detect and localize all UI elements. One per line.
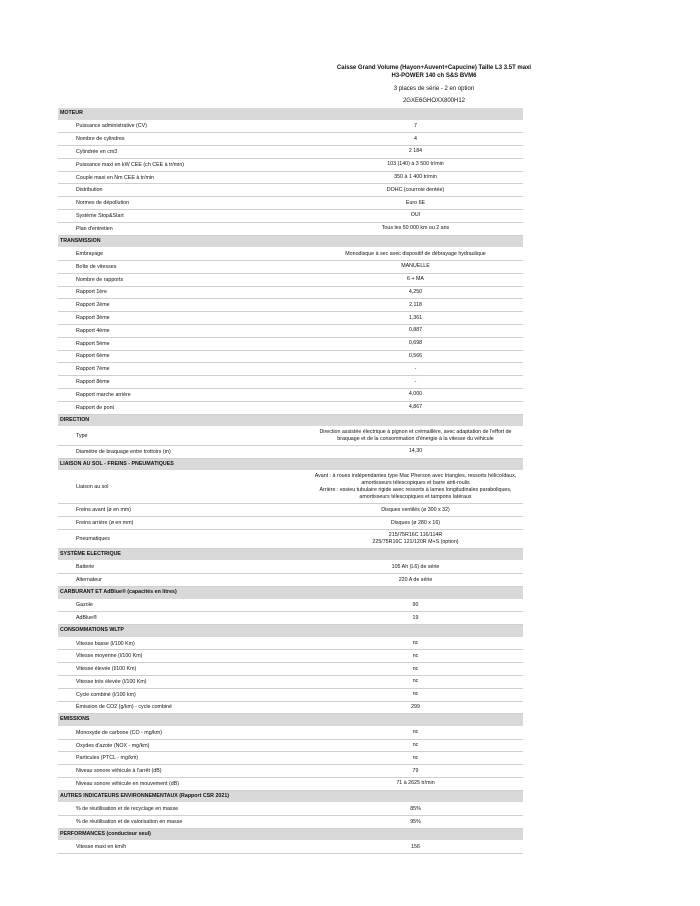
spec-value: 4 bbox=[414, 135, 417, 142]
spec-value: - bbox=[414, 378, 417, 385]
spec-value: 4,000 bbox=[408, 391, 423, 398]
spec-label: Freins avant (ø en mm) bbox=[76, 507, 132, 514]
header-code: 2GXE6GHOXX800H12 bbox=[402, 98, 466, 104]
spec-value: Euro 6E bbox=[405, 199, 426, 206]
spec-row bbox=[58, 312, 523, 325]
spec-value: Disques (ø 280 x 16) bbox=[390, 519, 441, 526]
spec-row bbox=[58, 612, 523, 625]
spec-label: Rapport marche arrière bbox=[76, 391, 131, 398]
spec-row bbox=[58, 517, 523, 530]
header-seats: 3 places de série - 2 en option bbox=[393, 86, 475, 92]
spec-row bbox=[58, 159, 523, 172]
spec-value: 2 184 bbox=[408, 148, 423, 155]
spec-row bbox=[58, 446, 523, 459]
spec-value: 90 bbox=[412, 601, 419, 608]
spec-row bbox=[58, 689, 523, 702]
spec-label: Monoxyde de carbone (CO - mg/km) bbox=[76, 729, 162, 736]
spec-row bbox=[58, 600, 523, 613]
spec-row bbox=[58, 248, 523, 261]
spec-row bbox=[58, 299, 523, 312]
spec-value: nc bbox=[412, 678, 419, 685]
spec-label: Rapport 8ème bbox=[76, 379, 110, 386]
spec-value: nc bbox=[412, 729, 419, 736]
spec-row bbox=[58, 121, 523, 134]
spec-label: Puissance administrative (CV) bbox=[76, 123, 147, 130]
spec-row bbox=[58, 471, 523, 504]
spec-label: Pneumatiques bbox=[76, 535, 110, 542]
section-header: CONSOMMATIONS WLTP bbox=[58, 625, 523, 638]
spec-row bbox=[58, 702, 523, 715]
spec-value: nc bbox=[412, 652, 419, 659]
spec-row bbox=[58, 727, 523, 740]
section-header: SYSTÈME ELECTRIQUE bbox=[58, 549, 523, 562]
spec-row bbox=[58, 338, 523, 351]
spec-value: 1,361 bbox=[408, 314, 423, 321]
spec-label: Batterie bbox=[76, 564, 95, 571]
spec-row bbox=[58, 274, 523, 287]
spec-row bbox=[58, 402, 523, 415]
spec-value: Tous les 50 000 km ou 2 ans bbox=[381, 225, 450, 232]
spec-value: nc bbox=[412, 754, 419, 761]
spec-row bbox=[58, 841, 523, 854]
spec-value: nc bbox=[412, 691, 419, 698]
spec-value: 350 à 1 400 tr/min bbox=[394, 174, 437, 181]
spec-value: DOHC (courroie dentée) bbox=[386, 186, 445, 193]
spec-value: 4,867 bbox=[408, 404, 423, 411]
spec-label: Système Stop&Start bbox=[76, 212, 124, 219]
spec-value: 220 A de série bbox=[398, 576, 433, 583]
spec-row bbox=[58, 740, 523, 753]
section-header: TRANSMISSION bbox=[58, 236, 523, 249]
spec-row bbox=[58, 561, 523, 574]
spec-value: 299 bbox=[411, 703, 420, 710]
spec-row bbox=[58, 363, 523, 376]
spec-label: Particules (PTCL - mg/km) bbox=[76, 755, 139, 762]
spec-label: Rapport de pont bbox=[76, 404, 114, 411]
spec-value: 0,566 bbox=[408, 352, 423, 359]
spec-value: 0,887 bbox=[408, 327, 423, 334]
spec-value: 19 bbox=[412, 614, 419, 621]
spec-label: Freins arrière (ø en mm) bbox=[76, 520, 134, 527]
spec-row bbox=[58, 427, 523, 446]
header-title-line1: Caisse Grand Volume (Hayon+Auvent+Capucine) Taille L3 3.5T maxi bbox=[336, 65, 532, 71]
spec-row bbox=[58, 752, 523, 765]
spec-label: Puissance maxi en kW CEE (ch CEE à tr/min) bbox=[76, 161, 185, 168]
spec-value: nc bbox=[412, 665, 419, 672]
spec-value: Disques ventilés (ø 300 x 32) bbox=[381, 506, 450, 513]
spec-value: 156 bbox=[411, 843, 420, 850]
spec-label: Boîte de vitesses bbox=[76, 263, 117, 270]
spec-row bbox=[58, 389, 523, 402]
spec-value: 14,30 bbox=[408, 448, 423, 455]
spec-row bbox=[58, 184, 523, 197]
spec-label: AdBlue® bbox=[76, 615, 97, 622]
spec-label: Rapport 3ème bbox=[76, 315, 110, 322]
spec-row bbox=[58, 351, 523, 364]
spec-label: Vitesse très élevée (l/100 Km) bbox=[76, 678, 147, 685]
spec-value: 71 à 2625 tr/min bbox=[396, 780, 435, 787]
spec-value: 4,250 bbox=[408, 288, 423, 295]
spec-value: 7 bbox=[414, 122, 417, 129]
spec-label: Nombre de cylindres bbox=[76, 136, 125, 143]
spec-row bbox=[58, 676, 523, 689]
spec-label: Liaison au sol bbox=[76, 484, 109, 491]
spec-label: Vitesse maxi en km/h bbox=[76, 844, 127, 851]
spec-value: Direction assistée électrique à pignon et crémaillère, avec adaptation de l'effort de braquage et de la consommation d'énergie à la vitesse du véhicule bbox=[319, 429, 512, 443]
spec-label: Diamètre de braquage entre trottoirs (m) bbox=[76, 448, 171, 455]
spec-label: Cylindrée en cm3 bbox=[76, 148, 118, 155]
spec-row bbox=[58, 325, 523, 338]
spec-label: % de réutilisation et de recyclage en masse bbox=[76, 806, 179, 813]
spec-value: 0,698 bbox=[408, 340, 423, 347]
header-title-line2: H3-POWER 140 ch S&S BVM6 bbox=[391, 73, 477, 79]
spec-row bbox=[58, 803, 523, 816]
section-header: AUTRES INDICATEURS ENVIRONNEMENTAUX (Rapport CSR 2021) bbox=[58, 791, 523, 804]
spec-label: % de réutilisation et de valorisation en masse bbox=[76, 819, 183, 826]
spec-label: Vitesse basse (l/100 Km) bbox=[76, 640, 135, 647]
spec-row bbox=[58, 146, 523, 159]
spec-row bbox=[58, 287, 523, 300]
spec-row bbox=[58, 376, 523, 389]
spec-value: 215/75R16C 116/114R 225/75R16C 121/120R M+S (option) bbox=[372, 531, 459, 545]
spec-value: 79 bbox=[412, 767, 419, 774]
spec-row bbox=[58, 210, 523, 223]
spec-label: Type bbox=[76, 433, 88, 440]
spec-label: Niveau sonore véhicule en mouvement (dB) bbox=[76, 780, 180, 787]
spec-label: Rapport 2ème bbox=[76, 302, 110, 309]
spec-label: Cycle combiné (l/100 km) bbox=[76, 691, 136, 698]
spec-label: Normes de dépollution bbox=[76, 200, 129, 207]
spec-label: Plan d'entretien bbox=[76, 225, 113, 232]
spec-row bbox=[58, 778, 523, 791]
spec-row bbox=[58, 197, 523, 210]
spec-label: Rapport 1ère bbox=[76, 289, 107, 296]
spec-label: Émission de CO2 (g/km) - cycle combiné bbox=[76, 704, 172, 711]
spec-row bbox=[58, 574, 523, 587]
spec-value: 105 Ah (L6) de série bbox=[391, 563, 440, 570]
spec-label: Rapport 4ème bbox=[76, 327, 110, 334]
section-header: DIRECTION bbox=[58, 415, 523, 428]
section-header: MOTEUR bbox=[58, 108, 523, 121]
section-header: CARBURANT ET AdBlue® (capacités en litres) bbox=[58, 587, 523, 600]
section-header: PERFORMANCES (conducteur seul) bbox=[58, 829, 523, 842]
spec-label: Embrayage bbox=[76, 251, 104, 258]
spec-value: Avant : à roues indépendantes type Mac Pherson avec triangles, ressorts hélicoïdaux, amortisseurs télescopiques et barre anti-roulis Arrière : essieu tubulaire rigide avec ressorts à lames longitudinales paraboliques, amortisseurs télescopiques et tampons latéraux bbox=[314, 473, 517, 501]
spec-value: - bbox=[414, 365, 417, 372]
spec-label: Couple maxi en Nm CEE à tr/min bbox=[76, 174, 155, 181]
spec-row bbox=[58, 261, 523, 274]
spec-value: 103 (140) à 3 500 tr/min bbox=[387, 161, 444, 168]
spec-value: 85% bbox=[410, 805, 421, 812]
spec-label: Vitesse élevée (l/100 Km) bbox=[76, 666, 137, 673]
spec-value: 95% bbox=[410, 818, 421, 825]
spec-row bbox=[58, 638, 523, 651]
spec-row bbox=[58, 172, 523, 185]
spec-value: 6 + MA bbox=[407, 276, 424, 283]
spec-label: Nombre de rapports bbox=[76, 276, 124, 283]
spec-value: OUI bbox=[410, 212, 421, 219]
spec-label: Rapport 6ème bbox=[76, 353, 110, 360]
spec-label: Alternateur bbox=[76, 577, 102, 584]
spec-row bbox=[58, 816, 523, 829]
spec-row bbox=[58, 504, 523, 517]
spec-label: Gazole bbox=[76, 602, 93, 609]
spec-label: Vitesse moyenne (l/100 Km) bbox=[76, 653, 143, 660]
spec-row bbox=[58, 133, 523, 146]
spec-value: MANUELLE bbox=[401, 263, 430, 270]
spec-value: 2,118 bbox=[409, 301, 422, 308]
spec-label: Niveau sonore véhicule à l'arrêt (dB) bbox=[76, 768, 162, 775]
spec-row bbox=[58, 223, 523, 236]
document-header bbox=[330, 64, 538, 105]
section-header: EMISSIONS bbox=[58, 714, 523, 727]
spec-value: Monodisque à sec avec dispositif de débrayage hydraulique bbox=[345, 250, 486, 257]
spec-label: Rapport 5ème bbox=[76, 340, 110, 347]
spec-value: nc bbox=[412, 640, 419, 646]
spec-value: nc bbox=[412, 742, 419, 749]
spec-label: Oxydes d'azote (NOX - mg/km) bbox=[76, 742, 150, 749]
spec-row bbox=[58, 765, 523, 778]
section-header: LIAISON AU SOL - FREINS - PNEUMATIQUES bbox=[58, 459, 523, 472]
spec-label: Rapport 7ème bbox=[76, 366, 110, 373]
spec-row bbox=[58, 530, 523, 549]
spec-table bbox=[58, 108, 523, 854]
spec-row bbox=[58, 663, 523, 676]
spec-row bbox=[58, 650, 523, 663]
spec-label: Distribution bbox=[76, 187, 103, 194]
